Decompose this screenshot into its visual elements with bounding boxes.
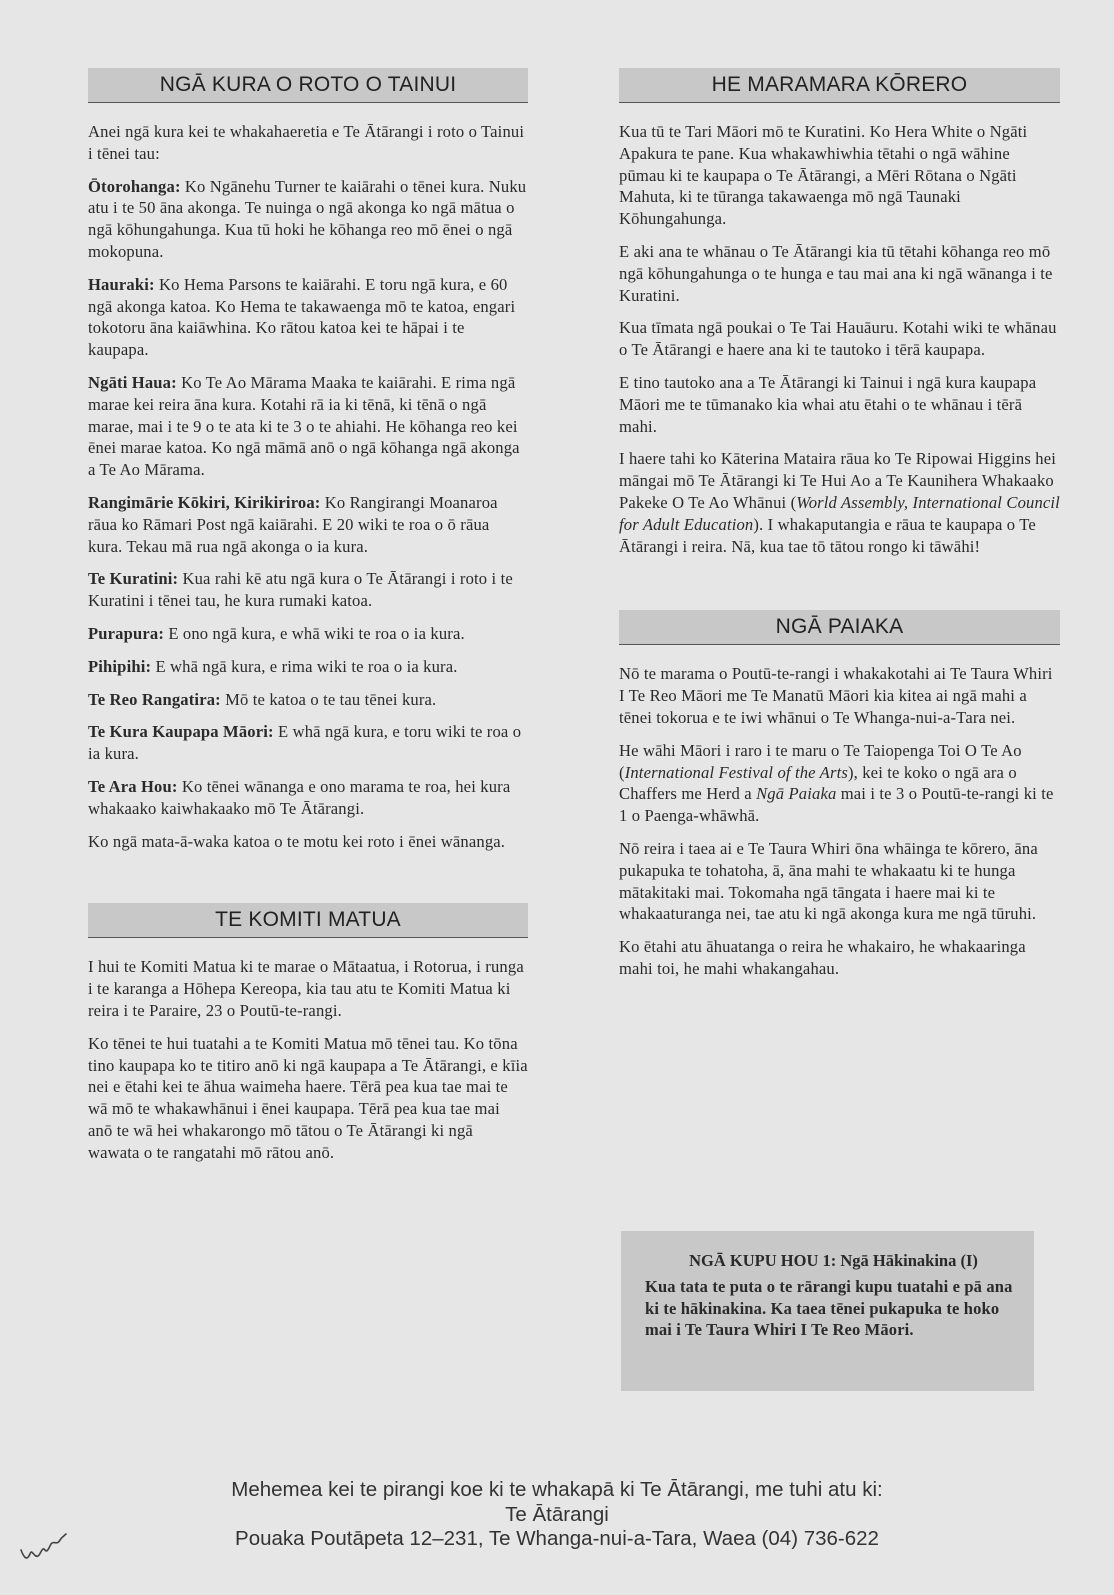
left-column	[88, 68, 528, 1174]
paiaka-text: ), kei te koko o ngā ara o Chaffers me Herd a	[619, 762, 1017, 804]
korero-text: ). I whakaputangia e rāua te kaupapa o Te Ātārangi i reira. Nā, kua tae tō tātou rongo ki tāwāhi!	[619, 514, 1036, 556]
korero-paragraph-5	[619, 448, 1060, 557]
korero-paragraph-1: Kua tū te Tari Māori mō te Kuratini. Ko Hera White o Ngāti Apakura te pane. Kua whakawhiwhia tētahi o ngā wāhine pūmau ki te kaupapa o Te Ātārangi, a Mēri Rōtana o Ngāti Mahuta, ki te tūranga takawaenga mō ngā Taunaki Kōhungahunga.	[619, 122, 1028, 229]
list-item	[88, 372, 528, 481]
kupu-hou-box	[621, 1231, 1034, 1391]
section-heading-nga-kura: NGĀ KURA O ROTO O TAINUI	[88, 68, 528, 103]
list-item	[88, 776, 528, 820]
item-text: E ono ngā kura, e whā wiki te roa o ia kura.	[164, 623, 465, 643]
kupu-hou-title: NGĀ KUPU HOU 1: Ngā Hākinakina (I)	[689, 1251, 978, 1270]
paiaka-text: He wāhi Māori i raro i te maru o Te Taiopenga Toi O Te Ao (	[619, 740, 1022, 782]
korero-paragraph-2: E aki ana te whānau o Te Ātārangi kia tū tētahi kōhanga reo mō ngā kōhungahunga o te hunga e tau mai ana ki ngā wānanga i te Kuratini.	[619, 241, 1053, 305]
item-label: Purapura:	[88, 623, 165, 643]
item-label: Ngāti Haua:	[88, 372, 177, 392]
footer-line-1: Mehemea kei te pirangi koe ki te whakapā ki Te Ātārangi, me tuhi atu ki:	[231, 1478, 883, 1501]
item-label: Ōtorohanga:	[88, 176, 181, 196]
item-label: Te Kuratini:	[88, 569, 179, 589]
handwritten-scribble-icon	[18, 1528, 68, 1568]
item-text: E whā ngā kura, e rima wiki te roa o ia kura.	[151, 656, 458, 676]
section-heading-maramara-korero: HE MARAMARA KŌRERO	[619, 68, 1060, 103]
paiaka-paragraph-2	[619, 740, 1060, 827]
right-column	[619, 68, 1060, 991]
item-text: Ko Ngānehu Turner te kaiārahi o tēnei kura. Nuku atu i te 50 āna akonga. Te nuinga o ngā akonga ko ngā mātua o ngā kōhungahunga. Kua tū hoki he kōhanga reo mō ēnei o ngā mokopuna.	[88, 176, 527, 261]
list-item	[88, 689, 528, 711]
korero-text: I haere tahi ko Kāterina Mataira rāua ko Te Ripowai Higgins hei māngai mō Te Ātārangi ki Te Hui Ao a Te Kaunihera Whakaako Pakeke O Te Ao Whānui (	[619, 449, 1056, 512]
list-item	[88, 492, 528, 557]
item-text: Ko Rangirangi Moanaroa rāua ko Rāmari Post ngā kaiārahi. E 20 wiki te roa o ō rāua kura. Tekau mā rua ngā akonga o ia kura.	[88, 492, 498, 556]
list-item	[88, 274, 528, 361]
list-item	[88, 568, 528, 612]
footer-line-3: Pouaka Poutāpeta 12–231, Te Whanga-nui-a-Tara, Waea (04) 736-622	[235, 1527, 879, 1550]
korero-paragraph-3: Kua tīmata ngā poukai o Te Tai Hauāuru. Kotahi wiki te whānau o Te Ātārangi e haere ana ki te tautoko i tērā kaupapa.	[619, 318, 1057, 360]
paiaka-italic: Ngā Paiaka	[756, 784, 837, 804]
footer-line-2: Te Ātārangi	[505, 1502, 609, 1526]
komiti-paragraph-2: Ko tēnei te hui tuatahi a te Komiti Matua mō tēnei tau. Ko tōna tino kaupapa ko te titiro anō ki ngā kaupapa a Te Ātārangi, e kīia nei e ētahi kei te āhua waimeha haere. Tērā pea kua tae mai te wā mō te whakawhānui i ēnei kaupapa. Tērā pea kua tae mai anō te wā hei whakarongo mō tātou o Te Ātārangi ki ngā wawata o te rangatahi mō rātou anō.	[88, 1033, 528, 1162]
intro-paragraph: Anei ngā kura kei te whakahaeretia e Te Ātārangi i roto o Tainui i tēnei tau:	[88, 122, 525, 163]
paiaka-paragraph-3: Nō reira i taea ai e Te Taura Whiri ōna whāinga te kōrero, āna pukapuka te tohatoha, ā, āna mahi te whakaatu ki te hunga mātakitaki mai. Tokomaha ngā tāngata i haere mai ki te whakaaturanga nei, tae atu ki ngā akonga kura me ngā tūruhi.	[619, 838, 1038, 924]
item-label: Te Kura Kaupapa Māori:	[88, 722, 274, 742]
paiaka-paragraph-1: Nō te marama o Poutū-te-rangi i whakakotahi ai Te Taura Whiri I Te Reo Māori me Te Manatū Māori kia kitea ai ngā mahi a tēnei tokorua e te iwi whānui o Te Whanga-nui-a-Tara nei.	[619, 664, 1053, 727]
section-heading-nga-paiaka: NGĀ PAIAKA	[619, 610, 1060, 645]
item-text: E whā ngā kura, e toru wiki te roa o ia kura.	[88, 722, 522, 764]
list-item	[88, 176, 528, 263]
item-label: Te Ara Hou:	[88, 776, 178, 796]
list-item	[88, 656, 528, 678]
item-text: Ko tēnei wānanga e ono marama te roa, hei kura whakaako kaiwhakaako mō Te Ātārangi.	[88, 776, 511, 818]
item-text: Mō te katoa o te tau tēnei kura.	[220, 689, 437, 709]
paiaka-italic: International Festival of the Arts	[624, 762, 848, 782]
closing-paragraph: Ko ngā mata-ā-waka katoa o te motu kei roto i ēnei wānanga.	[88, 831, 506, 851]
korero-paragraph-4: E tino tautoko ana a Te Ātārangi ki Tainui i ngā kura kaupapa Māori me te tūmanako kia whai atu ētahi o te whānau i tērā mahi.	[619, 372, 1037, 436]
item-text: Kua rahi kē atu ngā kura o Te Ātārangi i roto i te Kuratini i tēnei tau, he kura rumaki katoa.	[88, 569, 513, 611]
komiti-paragraph-1: I hui te Komiti Matua ki te marae o Mātaatua, i Rotorua, i runga i te karanga a Hōhepa Kereopa, kia tau atu te Komiti Matua ki reira i te Paraire, 23 o Poutū-te-rangi.	[88, 957, 524, 1020]
item-text: Ko Te Ao Mārama Maaka te kaiārahi. E rima ngā marae kei reira āna kura. Kotahi rā ia ki tēnā, ki tēnā o ngā marae, mai i te 9 o te ata ki te 3 o te ahiahi. He kōhanga reo kei ēnei marae katoa. Ko ngā māmā anō o ngā kōhanga ngā akonga a Te Ao Mārama.	[88, 372, 520, 480]
korero-italic: World Assembly, International Council for Adult Education	[619, 492, 1060, 534]
item-label: Hauraki:	[88, 274, 155, 294]
paiaka-paragraph-4: Ko ētahi atu āhuatanga o reira he whakairo, he whakaaringa mahi toi, he mahi whakangahau.	[619, 937, 1026, 978]
item-label: Te Reo Rangatira:	[88, 689, 221, 709]
item-label: Pihipihi:	[88, 656, 152, 676]
list-item	[88, 721, 528, 765]
kupu-hou-text: Kua tata te puta o te rārangi kupu tuatahi e pā ana ki te hākinakina. Ka taea tēnei pukapuka te hoko mai i Te Taura Whiri I Te Reo Māori.	[645, 1277, 1013, 1339]
list-item	[88, 623, 528, 645]
contact-footer	[0, 1478, 1114, 1552]
item-label: Rangimārie Kōkiri, Kirikiriroa:	[88, 492, 321, 512]
paiaka-text: mai i te 3 o Poutū-te-rangi ki te 1 o Paenga-whāwhā.	[619, 784, 1054, 826]
item-text: Ko Hema Parsons te kaiārahi. E toru ngā kura, e 60 ngā akonga katoa. Ko Hema te takawaenga mō te katoa, engari tokotoru āna kaiāwhina. Ko rātou katoa kei te hāpai i te kaupapa.	[88, 274, 516, 360]
section-heading-komiti-matua: TE KOMITI MATUA	[88, 903, 528, 938]
